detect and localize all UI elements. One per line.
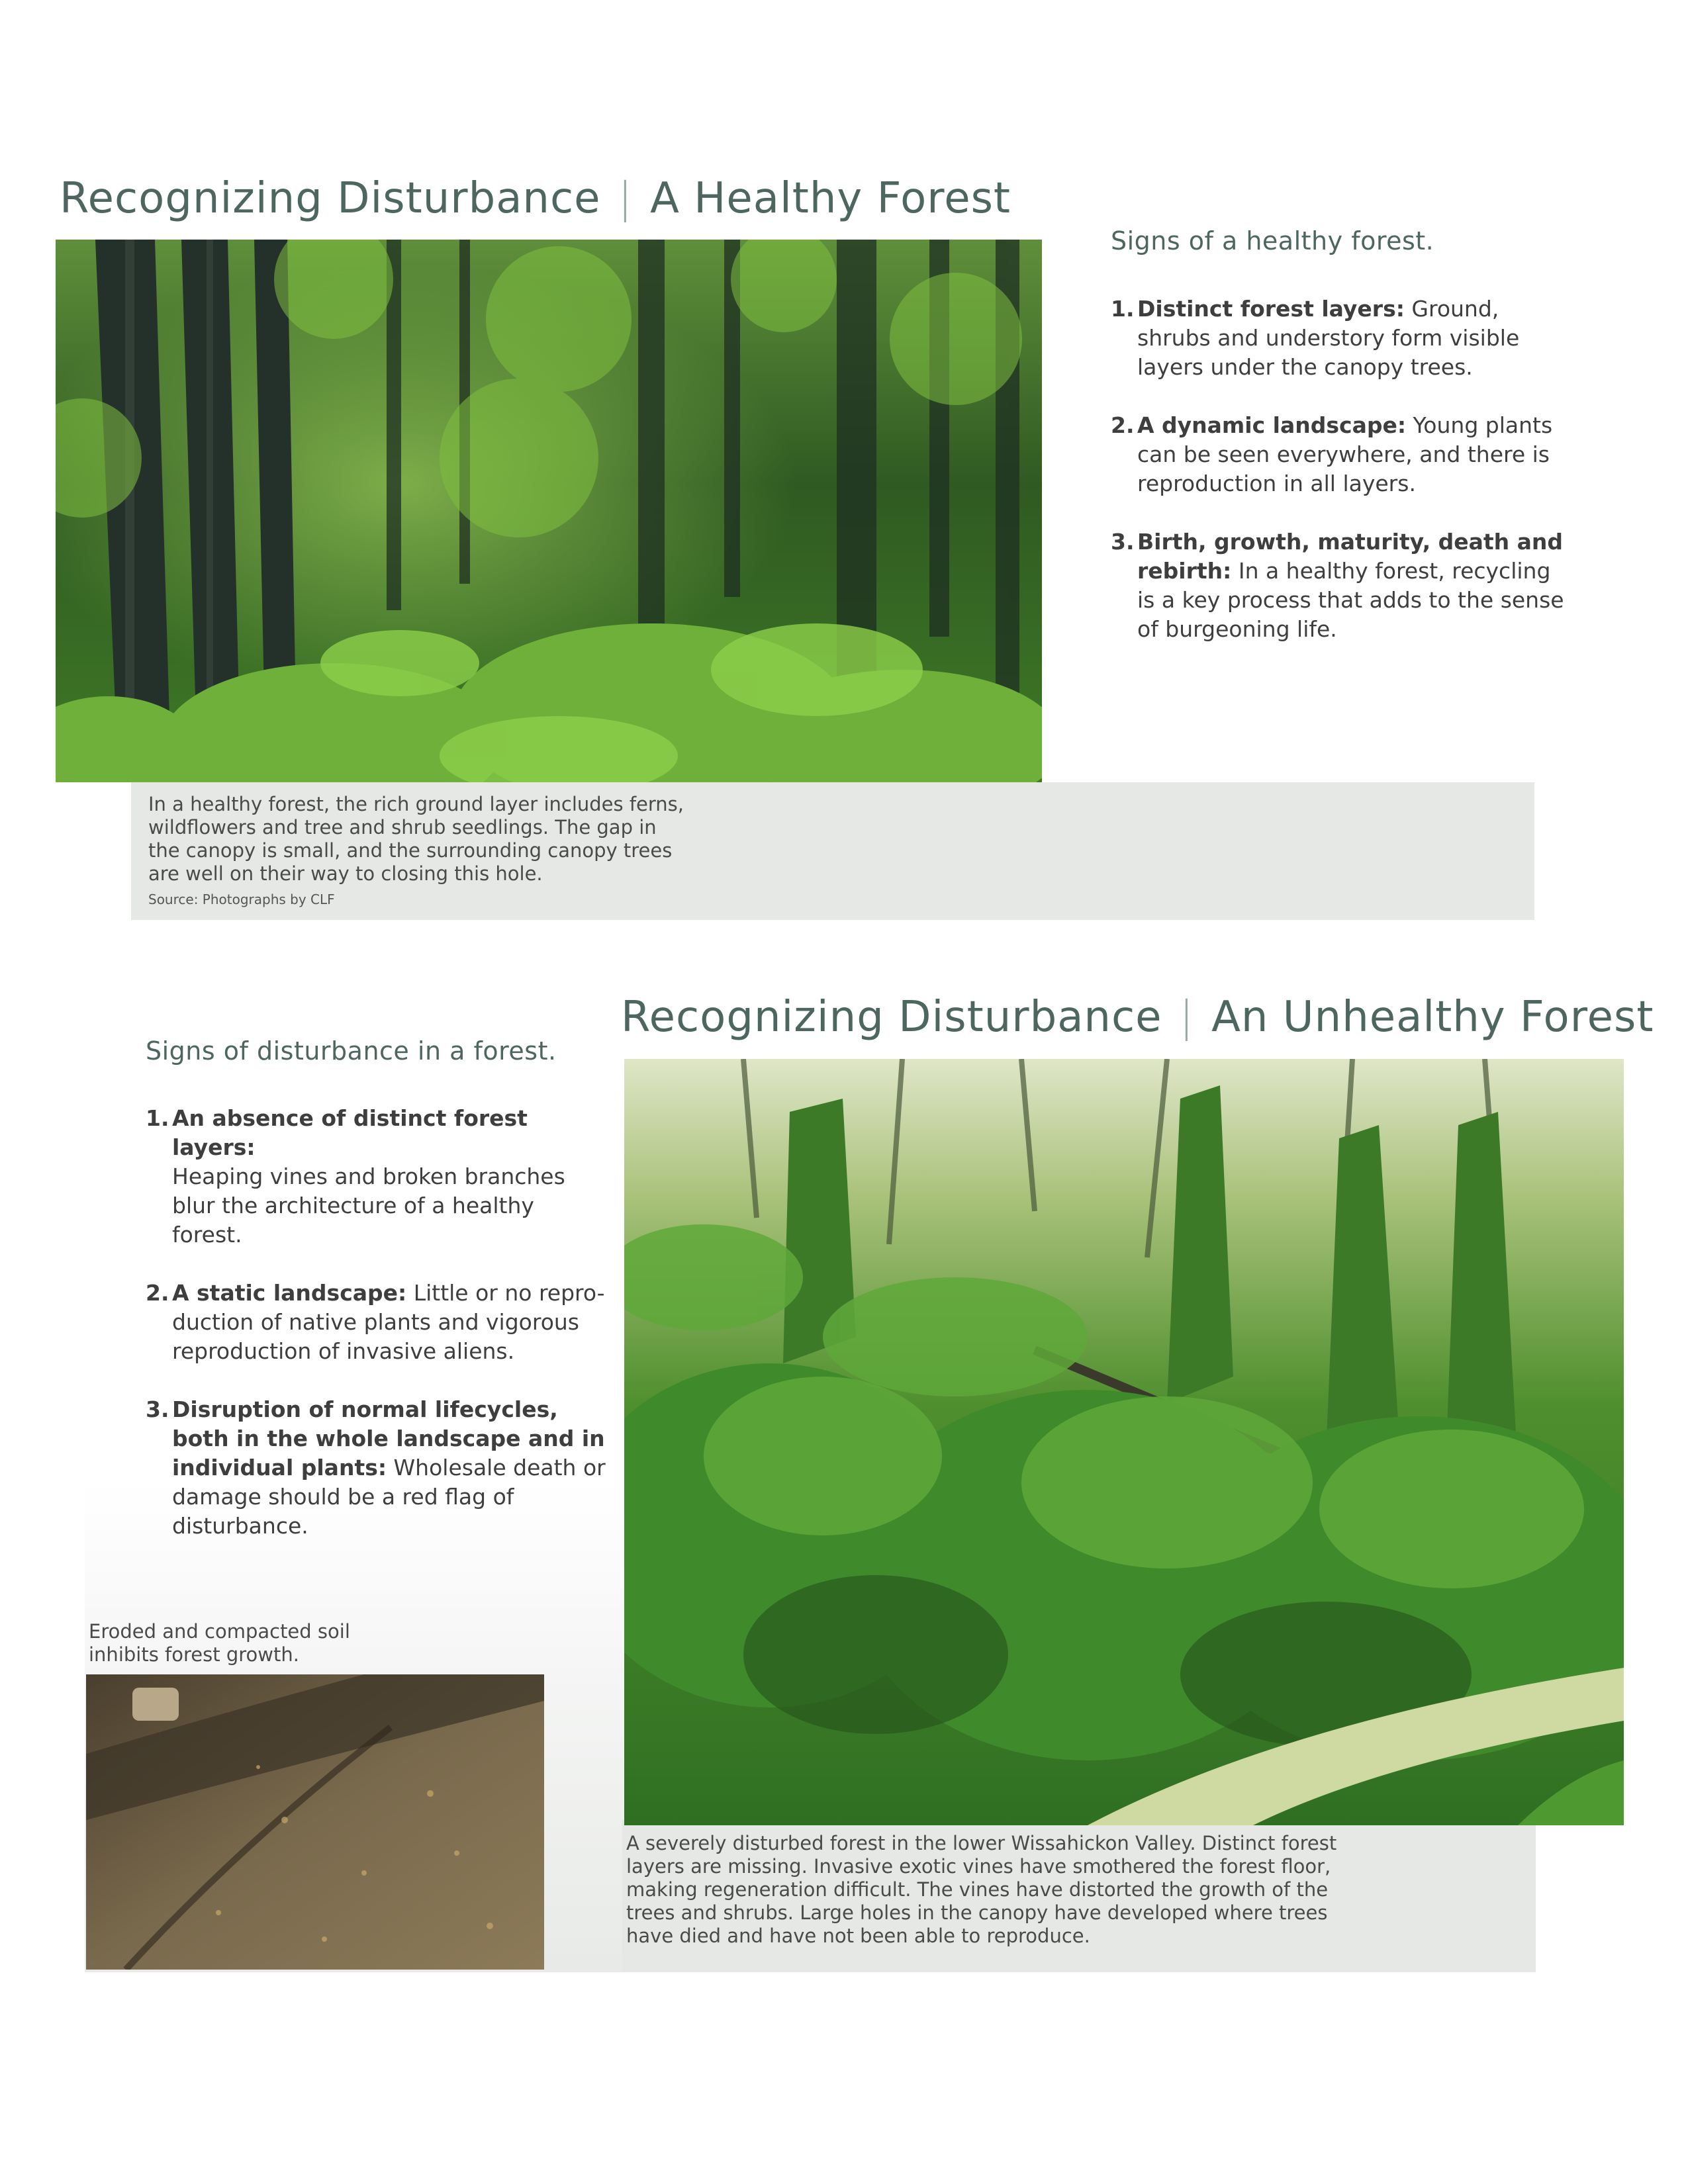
unhealthy-heading <box>621 993 1654 1042</box>
healthy-subhead: Signs of a healthy forest. <box>1111 226 1434 255</box>
unhealthy-forest-photo <box>624 1059 1624 1825</box>
photo-source: Source: Photographs by CLF <box>148 891 335 907</box>
list-lead: A dynamic landscape: <box>1137 412 1407 438</box>
list-text: can be seen everywhere, and there is <box>1137 441 1550 467</box>
list-number: 2. <box>1111 412 1135 438</box>
eroded-soil-photo <box>86 1674 544 1970</box>
list-number: 2. <box>146 1280 169 1306</box>
list-text: reproduction in all layers. <box>1137 471 1416 496</box>
list-item <box>146 1104 609 1250</box>
healthy-heading-right: A Healthy Forest <box>650 174 1011 223</box>
caption-line: In a healthy forest, the rich ground layer includes ferns, <box>148 793 684 815</box>
caption-line: A severely disturbed forest in the lower Wissahickon Valley. Distinct forest <box>626 1832 1337 1854</box>
list-text: forest. <box>172 1222 242 1248</box>
list-lead: An absence of distinct forest layers: <box>172 1105 528 1160</box>
healthy-heading-left: Recognizing Disturbance <box>60 174 601 223</box>
list-item <box>1111 295 1614 382</box>
caption-line: trees and shrubs. Large holes in the canopy have developed where trees <box>626 1901 1328 1924</box>
healthy-signs-list <box>1111 295 1614 673</box>
list-text: Heaping vines and broken branches <box>172 1163 565 1189</box>
list-item <box>1111 411 1614 498</box>
list-number: 3. <box>146 1396 169 1422</box>
unhealthy-subhead: Signs of disturbance in a forest. <box>146 1036 557 1066</box>
heading-separator: | <box>618 174 633 223</box>
list-text: disturbance. <box>172 1513 308 1539</box>
list-text: Wholesale death or <box>387 1455 606 1480</box>
caption-line: layers are missing. Invasive exotic vines have smothered the forest floor, <box>626 1855 1331 1878</box>
list-item <box>146 1279 609 1366</box>
list-lead: A static landscape: <box>172 1280 407 1306</box>
list-item <box>146 1395 609 1541</box>
unhealthy-caption <box>626 1832 1421 1948</box>
list-text: reproduction of invasive aliens. <box>172 1338 515 1364</box>
list-number: 3. <box>1111 529 1135 555</box>
caption-line: inhibits forest growth. <box>89 1643 299 1666</box>
list-text: Ground, <box>1404 296 1499 322</box>
list-lead: Distinct forest layers: <box>1137 296 1405 322</box>
list-text: Little or no repro- <box>406 1280 605 1306</box>
list-number: 1. <box>1111 296 1135 322</box>
list-text: of burgeoning life. <box>1137 616 1337 642</box>
caption-line: wildflowers and tree and shrub seedlings. The gap in <box>148 816 657 839</box>
list-lead: Birth, growth, maturity, death and <box>1137 529 1564 555</box>
list-item <box>1111 527 1614 644</box>
list-text: blur the architecture of a healthy <box>172 1193 534 1218</box>
list-lead: individual plants: <box>172 1455 387 1480</box>
caption-line: have died and have not been able to reproduce. <box>626 1925 1090 1947</box>
healthy-heading <box>60 174 1011 223</box>
caption-line: are well on their way to closing this hole. <box>148 862 543 885</box>
list-lead: rebirth: <box>1137 558 1232 584</box>
list-lead: Disruption of normal lifecycles, <box>172 1396 558 1422</box>
soil-caption <box>89 1620 486 1666</box>
unhealthy-heading-right: An Unhealthy Forest <box>1211 993 1654 1042</box>
healthy-caption <box>148 793 810 911</box>
list-text: damage should be a red flag of <box>172 1484 514 1510</box>
list-text: is a key process that adds to the sense <box>1137 587 1564 613</box>
healthy-forest-photo <box>56 240 1042 782</box>
unhealthy-heading-left: Recognizing Disturbance <box>621 993 1162 1042</box>
list-text: duction of native plants and vigorous <box>172 1309 579 1335</box>
caption-line: making regeneration difficult. The vines have distorted the growth of the <box>626 1878 1329 1901</box>
caption-line: Eroded and compacted soil <box>89 1620 350 1643</box>
list-number: 1. <box>146 1105 169 1131</box>
list-text: In a healthy forest, recycling <box>1231 558 1551 584</box>
list-text: layers under the canopy trees. <box>1137 354 1473 380</box>
list-lead: both in the whole landscape and in <box>172 1426 605 1451</box>
heading-separator: | <box>1179 993 1195 1042</box>
list-text: shrubs and understory form visible <box>1137 325 1520 351</box>
caption-line: the canopy is small, and the surrounding canopy trees <box>148 839 673 862</box>
unhealthy-signs-list <box>146 1104 609 1570</box>
list-text: Young plants <box>1406 412 1553 438</box>
